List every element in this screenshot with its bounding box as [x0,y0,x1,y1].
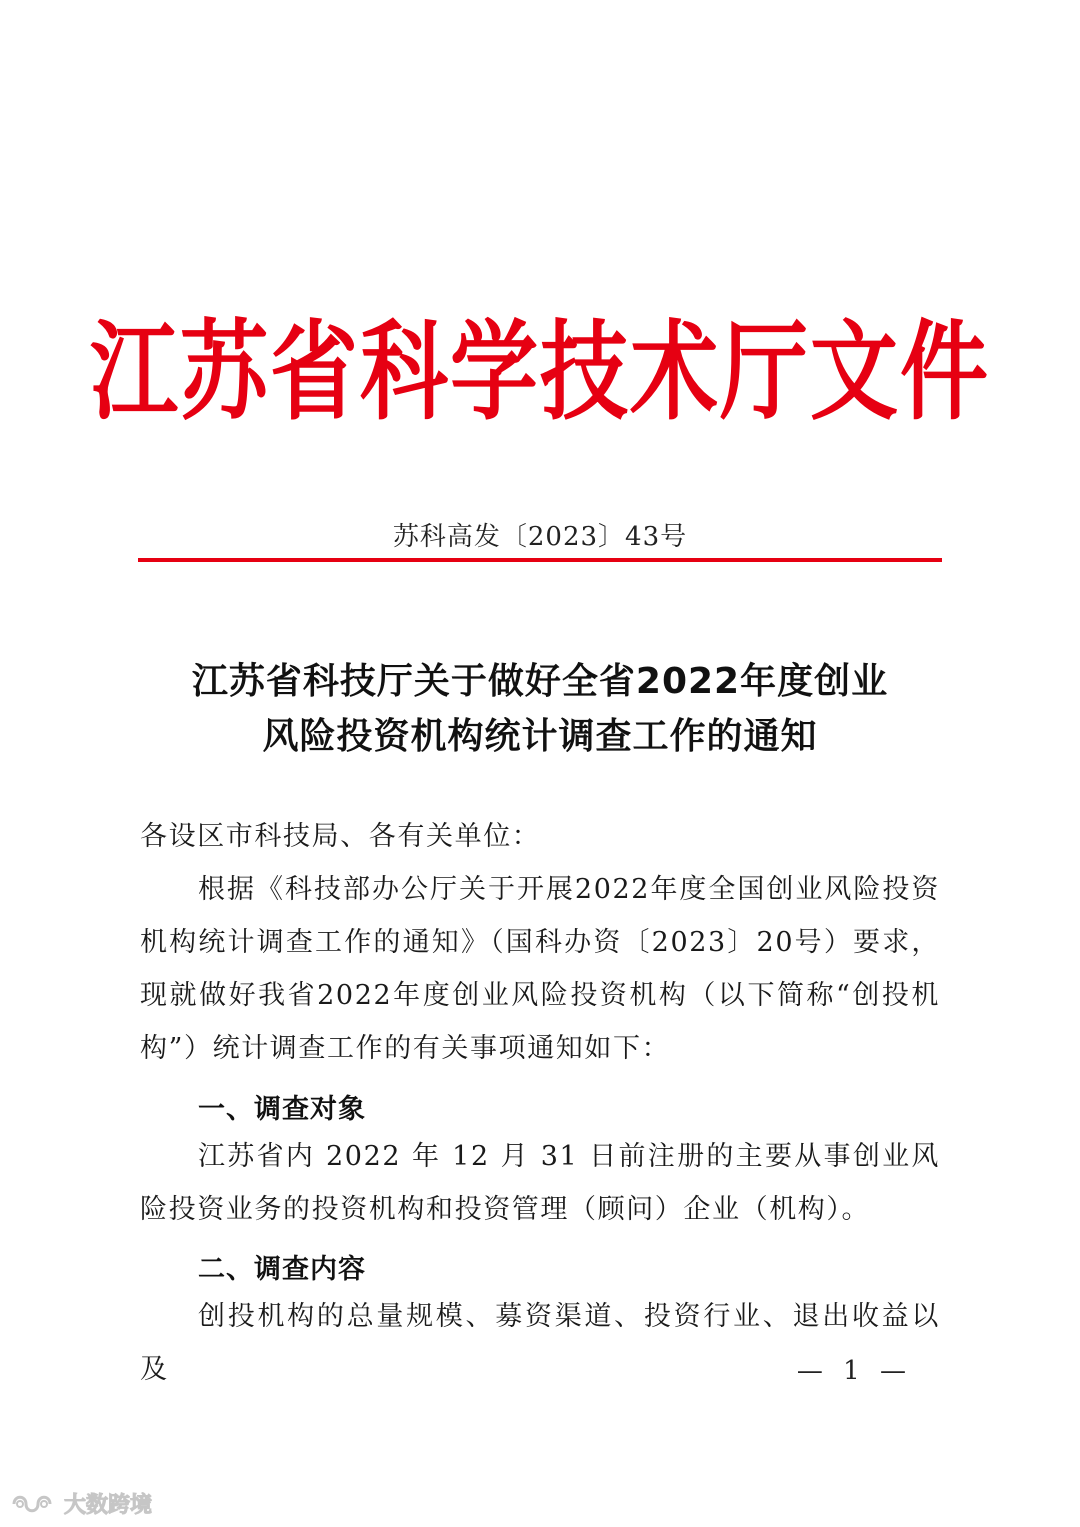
watermark-text: 大数跨境 [64,1493,153,1518]
notice-title-line-2: 风险投资机构统计调查工作的通知 [262,716,818,757]
watermark [10,1488,152,1519]
salutation: 各设区市科技局、各有关单位： [140,821,541,852]
section-heading-survey-subjects: 一、调查对象 [198,1094,366,1125]
masthead-title: 江苏省科学技术厅文件 [89,307,990,435]
notice-title-line-1: 江苏省科技厅关于做好全省2022年度创业 [191,661,889,702]
body-paragraph-intro: 根据《科技部办公厅关于开展2022年度全国创业风险投资机构统计调查工作的通知》（国科办资〔2023〕20号）要求，现就做好我省2022年度创业风险投资机构（以下简称“创投机构”）统计调查工作的有关事项通知如下： [140,874,940,1064]
section-heading-survey-content: 二、调查内容 [198,1254,366,1285]
page-number: — 1 — [796,1356,912,1386]
red-divider-line [138,558,942,562]
body-paragraph-survey-content: 创投机构的总量规模、募资渠道、投资行业、退出收益以及 [140,1301,940,1385]
brand-logo-icon [10,1491,58,1517]
body-paragraph-survey-subjects: 江苏省内 2022 年 12 月 31 日前注册的主要从事创业风险投资业务的投资机构和投资管理（顾问）企业（机构）。 [140,1141,940,1225]
document-number: 苏科高发〔2023〕43号 [392,522,688,552]
